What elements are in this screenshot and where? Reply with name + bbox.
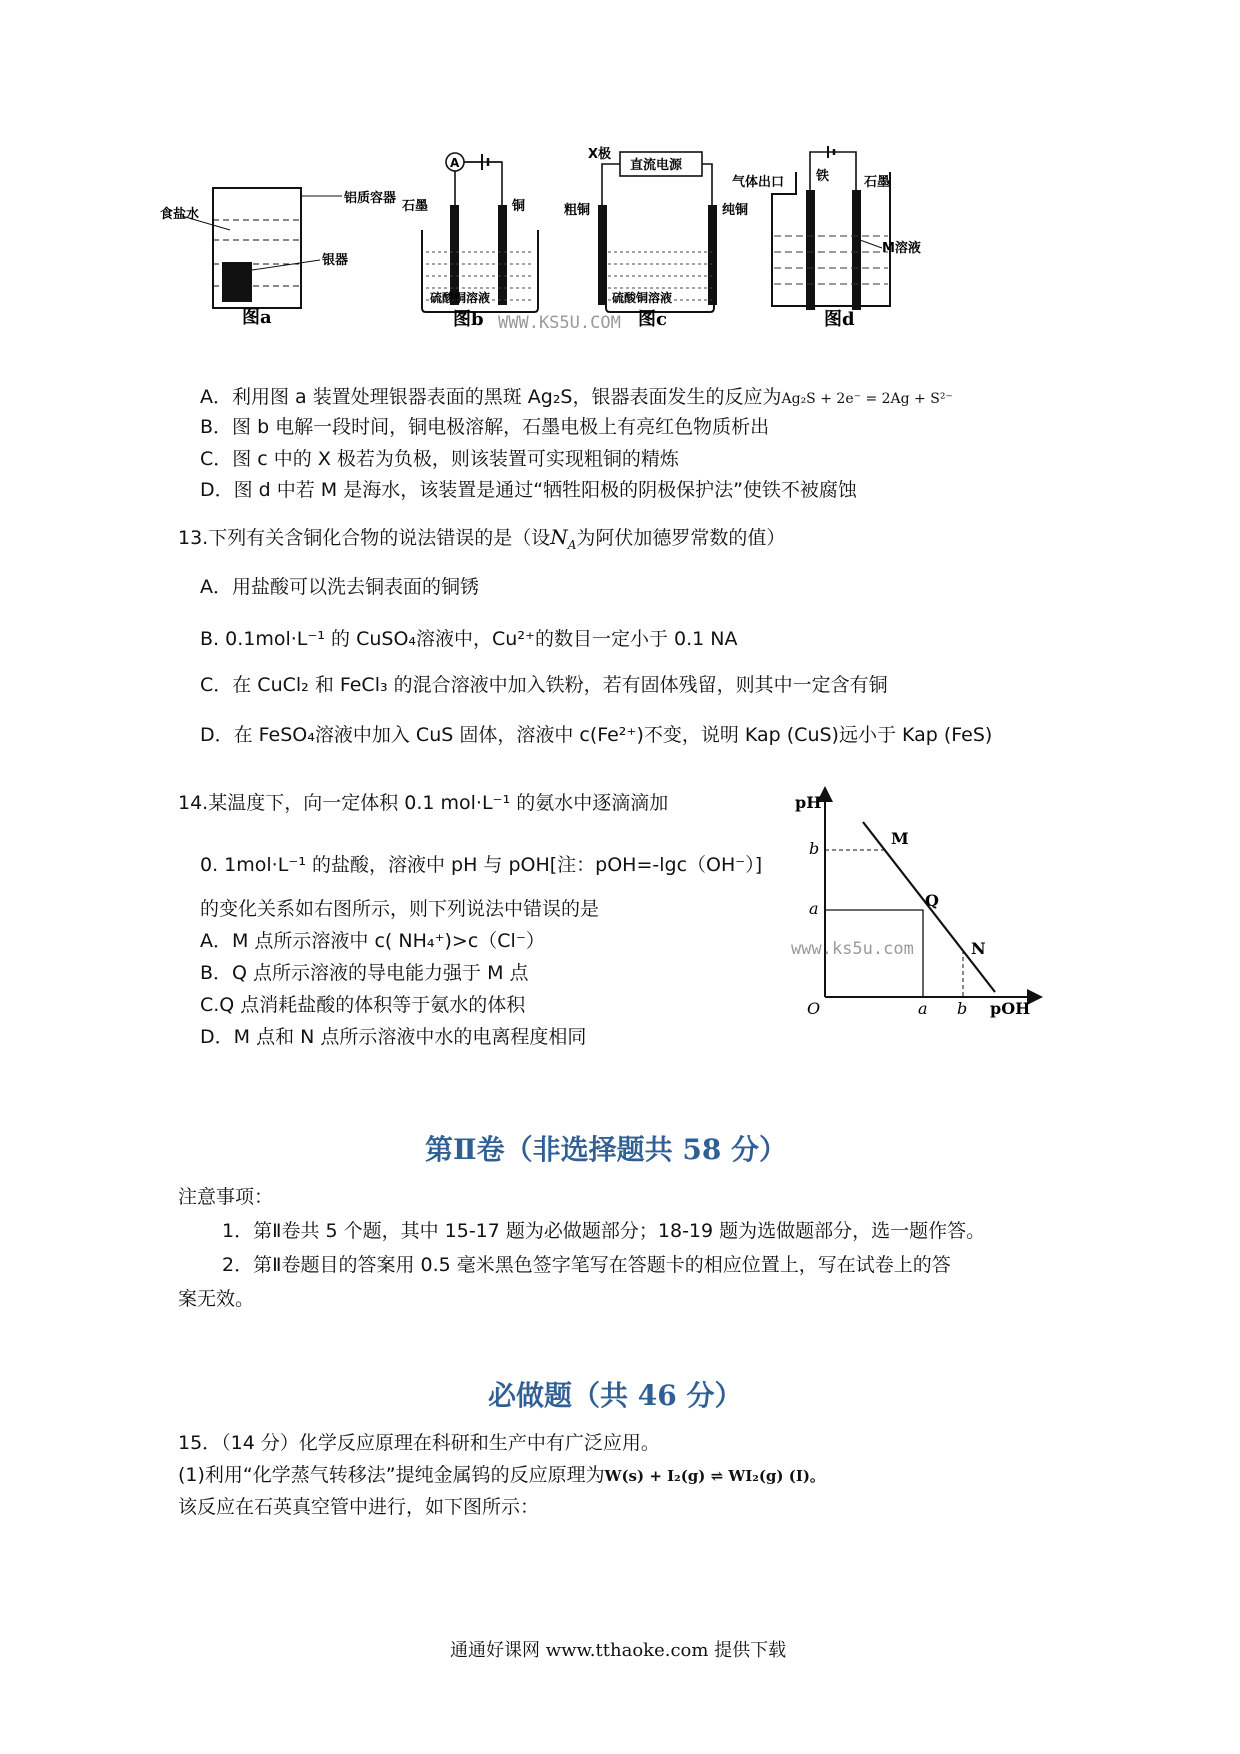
q12-option-a [200,384,953,412]
q12-a-equation: Ag₂S + 2e⁻ = 2Ag + S²⁻ [781,391,953,407]
q14-stem-line3: 的变化关系如右图所示，则下列说法中错误的是 [200,898,600,920]
fig-d-iron-label: 铁 [816,169,830,184]
q13-option-d: D．在 FeSO₄溶液中加入 CuS 固体，溶液中 c(Fe²⁺)不变，说明 Kap (CuS)远小于 Kap (FeS) [200,724,993,746]
x-axis-label: pOH [990,999,1031,1018]
origin-label: O [807,999,821,1018]
silver-object [222,262,252,302]
q12-a-text: A．利用图 a 装置处理银器表面的黑斑 Ag₂S，银器表面发生的反应为 [200,386,782,408]
fig-b-right-label: 铜 [512,199,526,214]
graphite-electrode [450,205,459,305]
fig-c-left-label: 粗铜 [564,203,591,218]
figure-a [160,188,396,328]
q13-stem-sub: A [567,537,577,552]
q15-part-1-note: 该反应在石英真空管中进行，如下图所示： [178,1496,540,1518]
ammeter-label: A [450,156,460,170]
fig-d-graphite-label: 石墨 [864,175,891,190]
fig-c-solution-label: 硫酸铜溶液 [612,291,673,305]
tick-b-x: b [957,999,968,1018]
copper-electrode [498,205,507,305]
figure-b [402,153,538,330]
fig-d-solution-label: M溶液 [882,241,921,256]
fig-d-caption: 图d [824,309,855,330]
q14-ph-poh-graph [785,782,1045,1022]
tick-b-y: b [809,839,820,858]
y-axis-label: pH [795,793,822,812]
q13-stem-var: N [550,525,568,549]
point-m-label: M [891,829,909,848]
q14-stem-line2: 0. 1mol·L⁻¹ 的盐酸，溶液中 pH 与 pOH[注：pOH=-lgc（OH⁻）] [200,854,763,876]
q13-option-a: A．用盐酸可以洗去铜表面的铜锈 [200,576,479,598]
section-2-item-2a: 2．第Ⅱ卷题目的答案用 0.5 毫米黑色签字笔写在答题卡的相应位置上，写在试卷上的答 [222,1254,951,1276]
fig-c-power-label: 直流电源 [630,158,683,173]
watermark-1: WWW.KS5U.COM [498,313,621,333]
fig-b-solution-label: 硫酸铜溶液 [430,291,491,305]
q14-option-a: A．M 点所示溶液中 c( NH₄⁺)>c（Cl⁻） [200,930,545,952]
q15-part-1 [178,1462,825,1489]
q14-option-b: B．Q 点所示溶液的导电能力强于 M 点 [200,962,529,984]
q13-stem-post: 为阿伏加德罗常数的值） [576,527,786,549]
fig-b-caption: 图b [453,309,484,330]
q13-stem-pre: 13.下列有关含铜化合物的说法错误的是（设 [178,527,551,549]
q13-option-b: B. 0.1mol·L⁻¹ 的 CuSO₄溶液中，Cu²⁺的数目一定小于 0.1 NA [200,628,738,650]
fig-b-left-label: 石墨 [402,199,429,214]
tick-a-x: a [918,999,928,1018]
q13-stem [178,524,785,551]
section-2-item-2b: 案无效。 [178,1288,255,1310]
figure-c [564,146,748,330]
fig-a-caption: 图a [242,307,272,328]
point-n-label: N [971,939,986,958]
q12-option-b: B．图 b 电解一段时间，铜电极溶解，石墨电极上有亮红色物质析出 [200,416,770,438]
tick-a-y: a [809,899,819,918]
section-2-heading: 第Ⅱ卷（非选择题共 58 分） [425,1133,788,1166]
iron-electrode [806,190,815,310]
point-q-label: Q [925,891,939,910]
graph-watermark: www.ks5u.com [791,939,914,959]
q15-equation: W(s) + I₂(g) ⇌ WI₂(g) (Ⅰ)。 [604,1467,825,1485]
pure-copper-electrode [708,205,717,305]
q13-option-c: C．在 CuCl₂ 和 FeCl₃ 的混合溶液中加入铁粉，若有固体残留，则其中一定含有铜 [200,674,888,696]
q12-option-c: C．图 c 中的 X 极若为负极，则该装置可实现粗铜的精炼 [200,448,679,470]
footer-text: 通通好课网 www.tthaoke.com 提供下载 [450,1640,787,1661]
q14-option-c: C.Q 点消耗盐酸的体积等于氨水的体积 [200,994,526,1016]
q12-figures [160,140,1040,370]
fig-a-salt-label: 食盐水 [160,207,200,222]
q15-stem: 15．（14 分）化学反应原理在科研和生产中有广泛应用。 [178,1432,660,1454]
fig-a-container-label: 铝质容器 [344,191,397,206]
fig-d-gas-label: 气体出口 [732,175,785,190]
section-2-notice: 注意事项： [178,1186,274,1208]
fig-c-xpole-label: X极 [588,147,612,162]
fig-a-silver-label: 银器 [322,253,349,268]
section-2-item-1: 1．第Ⅱ卷共 5 个题，其中 15-17 题为必做题部分；18-19 题为选做题部分，选一题作答。 [222,1220,986,1242]
required-heading: 必做题（共 46 分） [488,1379,743,1412]
q14-stem-line1: 14.某温度下，向一定体积 0.1 mol·L⁻¹ 的氨水中逐滴滴加 [178,792,669,814]
figure-d [732,146,921,330]
q14-option-d: D．M 点和 N 点所示溶液中水的电离程度相同 [200,1026,587,1048]
fig-c-caption: 图c [638,309,667,330]
q15-part-1-text: (1)利用“化学蒸气转移法”提纯金属钨的反应原理为 [178,1464,605,1486]
graphite-electrode-d [852,190,861,310]
fig-c-right-label: 纯铜 [722,203,749,218]
q12-option-d: D．图 d 中若 M 是海水，该装置是通过“牺牲阳极的阴极保护法”使铁不被腐蚀 [200,479,857,501]
